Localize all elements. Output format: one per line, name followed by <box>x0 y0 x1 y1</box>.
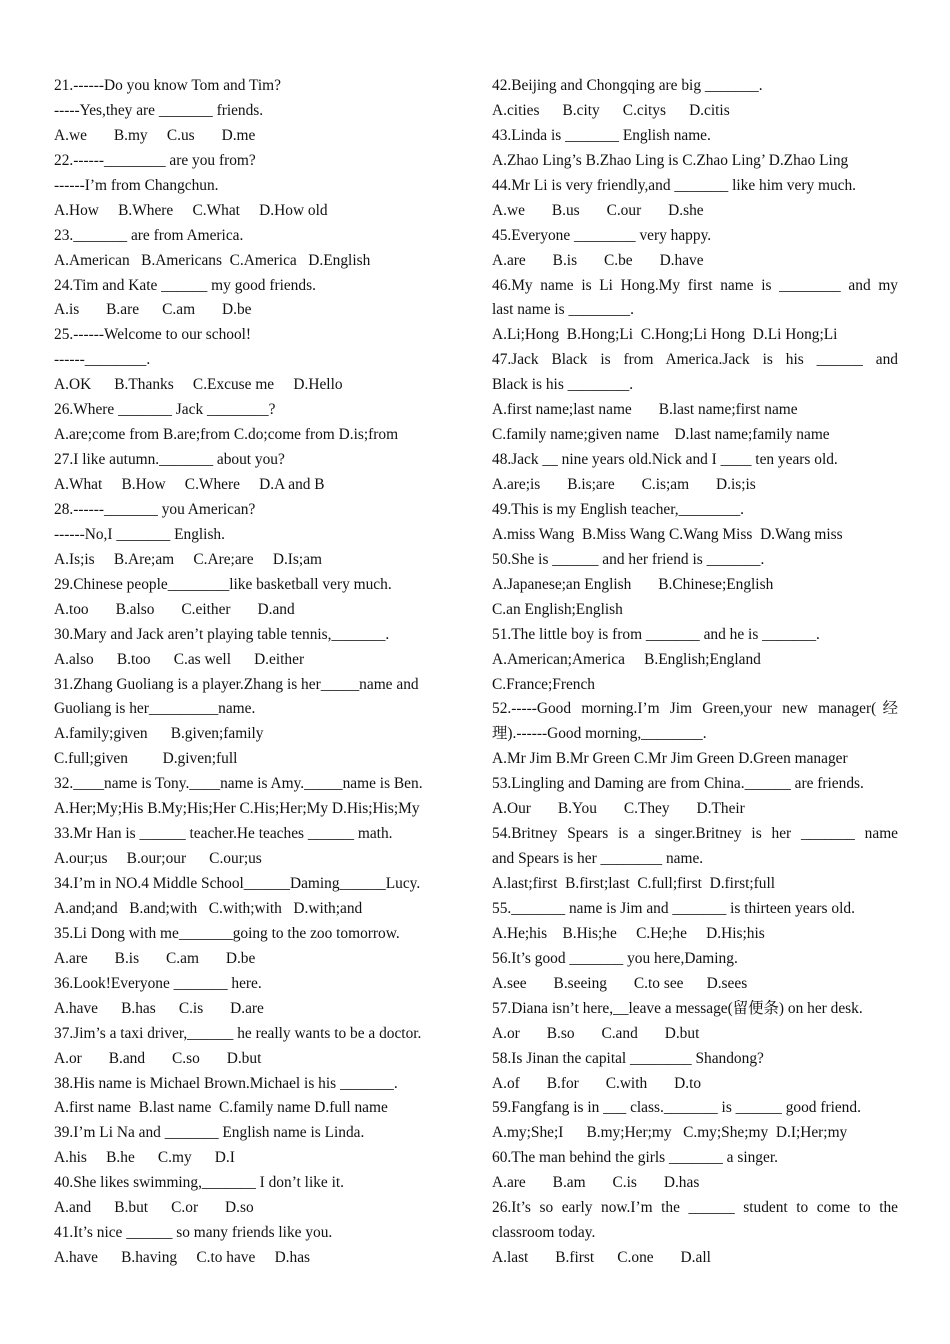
left-column-line: 28.------_______ you American? <box>54 500 256 518</box>
left-column-line: 38.His name is Michael Brown.Michael is his _______. <box>54 1074 398 1092</box>
right-column-line: last name is ________. <box>492 301 634 319</box>
left-column-line: A.and;and B.and;with C.with;with D.with;and <box>54 899 363 917</box>
right-column <box>492 74 898 1271</box>
right-column-line: C.an English;English <box>492 600 623 618</box>
left-column-line: 41.It’s nice ______ so many friends like you. <box>54 1224 333 1242</box>
left-column <box>54 74 458 1271</box>
right-column-line: 59.Fangfang is in ___ class._______ is ______ good friend. <box>492 1099 861 1117</box>
left-column-line: 39.I’m Li Na and _______ English name is Linda. <box>54 1124 365 1142</box>
left-column-line: A.How B.Where C.What D.How old <box>54 201 328 219</box>
right-column-line: 44.Mr Li is very friendly,and _______ like him very much. <box>492 176 857 194</box>
right-column-line: 56.It’s good _______ you here,Daming. <box>492 949 738 967</box>
left-column-line: A.have B.has C.is D.are <box>54 999 264 1017</box>
left-column-line: A.our;us B.our;our C.our;us <box>54 850 262 868</box>
right-column-line: A.last B.first C.one D.all <box>492 1249 711 1267</box>
right-column-line: A.are B.am C.is D.has <box>492 1174 700 1192</box>
right-column-line: 49.This is my English teacher,________. <box>492 500 745 518</box>
left-column-line: 27.I like autumn._______ about you? <box>54 451 285 469</box>
right-column-line: 51.The little boy is from _______ and he is _______. <box>492 625 820 643</box>
left-column-line: 22.------________ are you from? <box>54 151 256 169</box>
right-column-line: A.Japanese;an English B.Chinese;English <box>492 575 774 593</box>
left-column-line: ------________. <box>54 351 151 369</box>
left-column-line: 37.Jim’s a taxi driver,______ he really wants to be a doctor. <box>54 1024 422 1042</box>
left-column-line: -----Yes,they are _______ friends. <box>54 101 264 119</box>
right-column-line: 46.My name is Li Hong.My first name is ________ and my <box>492 276 898 294</box>
right-column-line: A.He;his B.His;he C.He;he D.His;his <box>492 924 765 942</box>
right-column-line: 54.Britney Spears is a singer.Britney is her _______ name <box>492 825 898 843</box>
left-column-line: 26.Where _______ Jack ________? <box>54 401 276 419</box>
right-column-line: A.cities B.city C.citys D.citis <box>492 101 730 119</box>
right-column-line: 57.Diana isn’t here,__leave a message(留便条) on her desk. <box>492 999 863 1017</box>
right-column-line: and Spears is her ________ name. <box>492 850 704 868</box>
left-column-line: A.What B.How C.Where D.A and B <box>54 476 325 493</box>
right-column-line: 43.Linda is _______ English name. <box>492 126 711 144</box>
right-column-line: 理).------Good morning,________. <box>492 725 707 743</box>
left-column-line: A.or B.and C.so D.but <box>54 1049 262 1067</box>
right-column-line: Black is his ________. <box>492 376 634 394</box>
left-column-line: A.have B.having C.to have D.has <box>54 1249 311 1267</box>
left-column-line: ------I’m from Changchun. <box>54 176 219 194</box>
right-column-line: A.Mr Jim B.Mr Green C.Mr Jim Green D.Green manager <box>492 750 848 768</box>
right-column-line: 26.It’s so early now.I’m the ______ student to come to the <box>492 1199 898 1217</box>
right-column-line: 47.Jack Black is from America.Jack is his ______ and <box>492 351 898 369</box>
left-column-line: 23._______ are from America. <box>54 226 244 244</box>
right-column-line: A.are;is B.is;are C.is;am D.is;is <box>492 476 756 493</box>
left-column-line: A.Her;My;His B.My;His;Her C.His;Her;My D.His;His;My <box>54 800 420 818</box>
left-column-line: A.Is;is B.Are;am C.Are;are D.Is;am <box>54 550 322 568</box>
left-column-line: A.are B.is C.am D.be <box>54 949 256 967</box>
right-column-line: C.family name;given name D.last name;family name <box>492 426 830 444</box>
right-column-line: A.first name;last name B.last name;first name <box>492 401 798 419</box>
left-column-line: A.family;given B.given;family <box>54 725 264 743</box>
left-column-line: 29.Chinese people________like basketball very much. <box>54 575 392 593</box>
right-column-line: C.France;French <box>492 675 596 693</box>
right-column-line: A.Our B.You C.They D.Their <box>492 800 745 818</box>
right-column-line: A.see B.seeing C.to see D.sees <box>492 974 748 992</box>
right-column-line: 55._______ name is Jim and _______ is thirteen years old. <box>492 899 855 917</box>
right-column-line: 42.Beijing and Chongqing are big _______. <box>492 77 763 94</box>
right-column-line: classroom today. <box>492 1224 596 1242</box>
right-column-line: A.American;America B.English;England <box>492 650 761 668</box>
left-column-line: 24.Tim and Kate ______ my good friends. <box>54 276 316 294</box>
left-column-line: A.OK B.Thanks C.Excuse me D.Hello <box>54 376 343 394</box>
right-column-line: A.we B.us C.our D.she <box>492 201 704 219</box>
left-column-line: 40.She likes swimming,_______ I don’t like it. <box>54 1174 344 1192</box>
right-column-line: A.last;first B.first;last C.full;first D.first;full <box>492 875 775 892</box>
right-column-line: 50.She is ______ and her friend is _______. <box>492 550 765 568</box>
right-column-line: 60.The man behind the girls _______ a singer. <box>492 1149 778 1167</box>
left-column-line: A.is B.are C.am D.be <box>54 301 252 319</box>
right-column-line: A.of B.for C.with D.to <box>492 1074 702 1092</box>
right-column-line: 45.Everyone ________ very happy. <box>492 226 712 244</box>
left-column-line: 30.Mary and Jack aren’t playing table tennis,_______. <box>54 625 390 643</box>
left-column-line: 36.Look!Everyone _______ here. <box>54 974 262 992</box>
right-column-line: A.my;She;I B.my;Her;my C.my;She;my D.I;Her;my <box>492 1124 848 1142</box>
right-column-line: A.Li;Hong B.Hong;Li C.Hong;Li Hong D.Li Hong;Li <box>492 326 838 344</box>
left-column-line: 31.Zhang Guoliang is a player.Zhang is her_____name and <box>54 675 419 693</box>
left-column-line: A.are;come from B.are;from C.do;come from D.is;from <box>54 426 399 444</box>
left-column-line: A.his B.he C.my D.I <box>54 1149 235 1167</box>
left-column-line: A.too B.also C.either D.and <box>54 600 295 618</box>
left-column-line: A.first name B.last name C.family name D.full name <box>54 1099 388 1117</box>
right-column-line: A.or B.so C.and D.but <box>492 1024 700 1042</box>
left-column-line: A.also B.too C.as well D.either <box>54 650 305 668</box>
left-column-line: C.full;given D.given;full <box>54 750 238 768</box>
left-column-line: 25.------Welcome to our school! <box>54 326 252 344</box>
left-column-line: ------No,I _______ English. <box>54 525 225 543</box>
left-column-line: A.and B.but C.or D.so <box>54 1199 254 1217</box>
right-column-line: 53.Lingling and Daming are from China.______ are friends. <box>492 775 864 793</box>
right-column-line: A.Zhao Ling’s B.Zhao Ling is C.Zhao Ling’ D.Zhao Ling <box>492 151 849 169</box>
left-column-line: Guoliang is her_________name. <box>54 700 256 718</box>
right-column-line: 58.Is Jinan the capital ________ Shandong? <box>492 1049 764 1067</box>
right-column-line: 48.Jack __ nine years old.Nick and I ____ ten years old. <box>492 451 838 469</box>
right-column-line: A.are B.is C.be D.have <box>492 251 704 269</box>
left-column-line: 33.Mr Han is ______ teacher.He teaches ______ math. <box>54 825 393 843</box>
right-column-line: 52.-----Good morning.I’m Jim Green,your new manager(经 <box>492 700 898 718</box>
left-column-line: 32.____name is Tony.____name is Amy._____name is Ben. <box>54 775 423 793</box>
right-column-line: A.miss Wang B.Miss Wang C.Wang Miss D.Wang miss <box>492 525 843 543</box>
left-column-line: 34.I’m in NO.4 Middle School______Daming______Lucy. <box>54 875 421 892</box>
left-column-line: 35.Li Dong with me_______going to the zoo tomorrow. <box>54 924 400 942</box>
left-column-line: 21.------Do you know Tom and Tim? <box>54 77 281 94</box>
left-column-line: A.American B.Americans C.America D.English <box>54 251 371 269</box>
left-column-line: A.we B.my C.us D.me <box>54 126 256 144</box>
